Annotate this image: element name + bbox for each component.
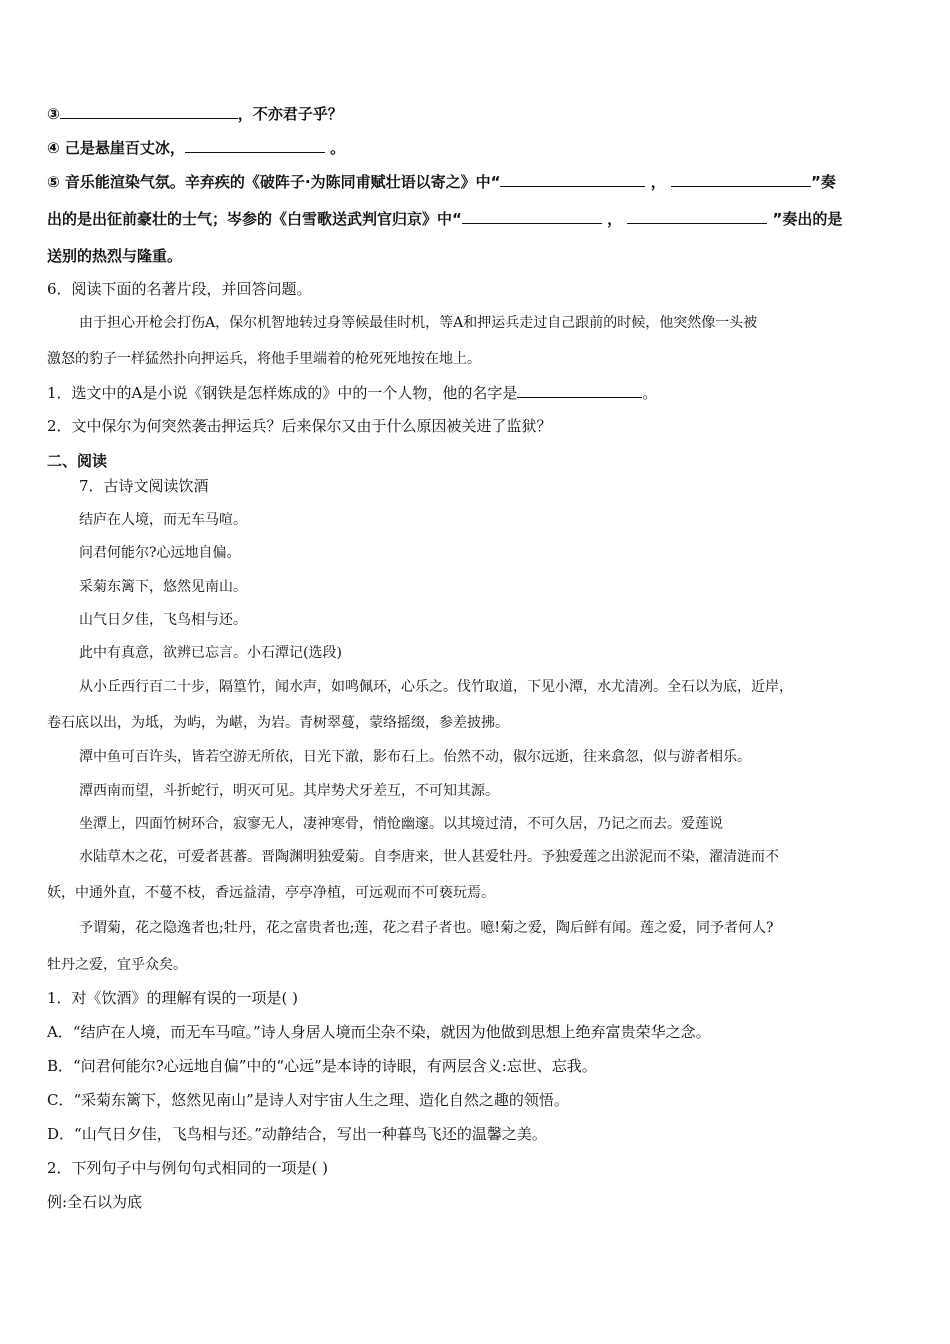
q7-prose-p6-l1: 予谓菊，花之隐逸者也;牡丹，花之富贵者也;莲，花之君子者也。噫!菊之爱，陶后鲜有闻。莲之爱，同予者何人? [79, 920, 774, 936]
q5-item5-line2-part1: 出的是出征前豪壮的士气；岑参的《白雪歌送武判官归京》中“ [47, 210, 462, 228]
q7-mc1-option-d[interactable]: D．“山气日夕佳，飞鸟相与还。”动静结合，写出一种暮鸟飞还的温馨之美。 [47, 1125, 547, 1143]
q5-item5-blank2[interactable] [671, 172, 811, 187]
q5-item3 [47, 104, 343, 124]
q5-item3-blank[interactable] [60, 104, 238, 119]
q5-item5-line2-comma: ， [601, 210, 628, 228]
q7-mc2-question: 2．下列句子中与例句句式相同的一项是( ) [47, 1159, 329, 1177]
q6-sub1-prefix: 1．选文中的A是小说《钢铁是怎样炼成的》中的一个人物，他的名字是 [47, 384, 518, 402]
q5-item5-blank1[interactable] [500, 172, 645, 187]
q5-item4 [47, 138, 345, 158]
q6-passage-line2: 激怒的豹子一样猛然扑向押运兵，将他手里端着的枪死死地按在地上。 [47, 351, 481, 367]
q7-poem-line: 采菊东篱下，悠然见南山。 [79, 579, 247, 595]
q7-prose-p6-l2: 牡丹之爱，宜乎众矣。 [47, 957, 187, 973]
q7-mc1-question: 1．对《饮酒》的理解有误的一项是( ) [47, 989, 299, 1007]
q5-item5-part2: ”奏 [810, 173, 836, 191]
q5-item4-prefix: ④ 己是悬崖百丈冰， [47, 139, 185, 157]
q6-title: 6．阅读下面的名著片段，并回答问题。 [47, 280, 312, 298]
q6-sub2: 2．文中保尔为何突然袭击押运兵？后来保尔又由于什么原因被关进了监狱？ [47, 417, 552, 435]
q7-prose-p4: 坐潭上，四面竹树环合，寂寥无人，凄神寒骨，悄怆幽邃。以其境过清，不可久居，乃记之而去。爱莲说 [79, 816, 723, 832]
q7-poem-line: 问君何能尔?心远地自偏。 [79, 545, 241, 561]
q7-mc1-option-b[interactable]: B．“问君何能尔?心远地自偏”中的“心远”是本诗的诗眼，有两层含义:忘世、忘我。 [47, 1057, 597, 1075]
q7-poem-line: 此中有真意，欲辨已忘言。小石潭记(选段) [79, 645, 342, 661]
q5-item5-blank3[interactable] [462, 209, 602, 224]
section2-heading: 二、阅读 [47, 452, 108, 470]
q5-item5-line3: 送别的热烈与隆重。 [47, 247, 183, 265]
q5-item3-suffix: ，不亦君子乎？ [237, 105, 343, 123]
q5-item5-part1: ⑤ 音乐能渲染气氛。辛弃疾的《破阵子·为陈同甫赋壮语以寄之》中“ [47, 173, 501, 191]
q7-mc1-option-a[interactable]: A．“结庐在人境，而无车马喧。”诗人身居人境而尘杂不染，就因为他做到思想上绝弃富贵荣华之念。 [47, 1023, 711, 1041]
q7-poem-line: 结庐在人境，而无车马喧。 [79, 512, 247, 528]
q7-prose-p3: 潭西南而望，斗折蛇行，明灭可见。其岸势犬牙差互，不可知其源。 [79, 783, 499, 799]
q7-mc2-example: 例:全石以为底 [47, 1193, 143, 1211]
q7-prose-p1-l2: 卷石底以出，为坻，为屿，为嵁，为岩。青树翠蔓，蒙络摇缀，参差披拂。 [47, 715, 509, 731]
q6-passage-line1: 由于担心开枪会打伤A，保尔机智地转过身等候最佳时机，等A和押运兵走过自己跟前的时候，他突然像一头被 [79, 315, 758, 331]
q6-sub1-suffix: 。 [642, 384, 658, 402]
q7-prose-p2: 潭中鱼可百许头，皆若空游无所依，日光下澈，影布石上。佁然不动，俶尔远逝，往来翕忽，似与游者相乐。 [79, 749, 751, 765]
q7-poem-line: 山气日夕佳，飞鸟相与还。 [79, 612, 247, 628]
q5-item5-line1 [47, 172, 836, 192]
q5-item5-blank4[interactable] [627, 209, 767, 224]
q7-prose-p5-l1: 水陆草木之花，可爱者甚蕃。晋陶渊明独爱菊。自李唐来，世人甚爱牡丹。予独爱莲之出淤泥而不染，濯清涟而不 [79, 849, 779, 865]
q5-item5-comma: ， [645, 173, 671, 191]
q7-prose-p1-l1: 从小丘西行百二十步，隔篁竹，闻水声，如鸣佩环，心乐之。伐竹取道，下见小潭，水尤清冽。全石以为底，近岸， [79, 679, 793, 695]
q5-item4-suffix: 。 [324, 139, 346, 157]
q7-title: 7．古诗文阅读饮酒 [79, 477, 209, 495]
q5-item5-line2-part2: ”奏出的是 [767, 210, 843, 228]
q6-sub1-blank[interactable] [517, 383, 642, 398]
q5-item3-prefix: ③ [47, 105, 60, 123]
q6-sub1 [47, 383, 657, 403]
q5-item5-line2 [47, 209, 842, 229]
q7-prose-p5-l2: 妖，中通外直，不蔓不枝，香远益清，亭亭净植，可远观而不可亵玩焉。 [47, 885, 495, 901]
q7-mc1-option-c[interactable]: C．“采菊东篱下，悠然见南山”是诗人对宇宙人生之理、造化自然之趣的领悟。 [47, 1091, 569, 1109]
q5-item4-blank[interactable] [185, 138, 325, 153]
